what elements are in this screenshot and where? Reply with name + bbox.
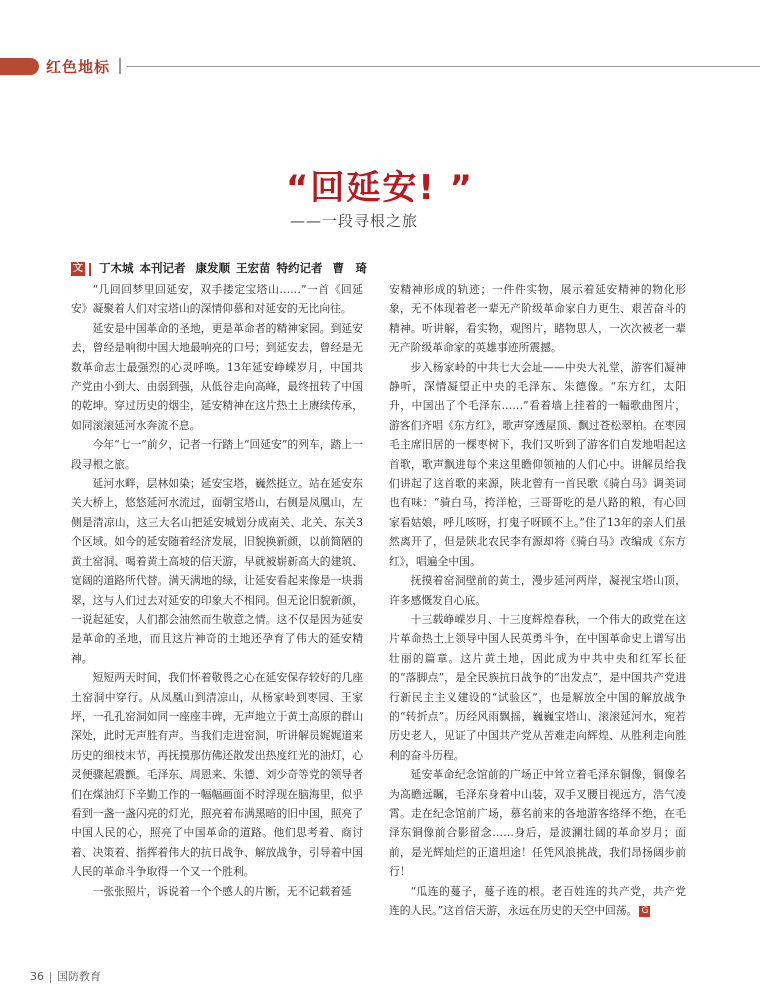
section-separator <box>119 58 121 74</box>
body-paragraph <box>389 358 686 571</box>
left-column <box>71 280 363 901</box>
body-paragraph: 延河水畔，层林如染；延安宝塔，巍然挺立。站在延安东关大桥上，悠悠延河水流过，面朝宝塔山，右侧是凤凰山，左侧是清凉山，这三大名山把延安城划分成南关、北关、东关3个区域。如今的延安随着经济发展，旧貌换新颜，以前简陋的黄土窑洞、喝着黄土高坡的信天游，早就被崭新高大的建筑、宽阔的道路所代替。满天满地的绿，让延安看起来像是一块翡翠，这与人们过去对延安的印象大不相同。但无论旧貌新颜，一说起延安，人们都会油然而生敬意之情。这不仅是因为延安是革命的圣地，而且这片神奇的土地还孕育了伟大的延安精神。 <box>71 477 363 665</box>
footer-separator <box>50 972 51 983</box>
article-subtitle: ——一段寻根之旅 <box>290 212 419 230</box>
body-paragraph <box>389 882 686 921</box>
page-number: 36 <box>30 970 44 983</box>
byline-divider <box>89 263 91 276</box>
byline <box>71 260 373 276</box>
page-footer <box>30 968 101 984</box>
author-mark-icon: 文 <box>73 263 83 274</box>
byline-role: 本刊记者 <box>139 261 186 275</box>
body-paragraph: 一张张照片，诉说着一个个感人的片断，无不记载着延 <box>92 884 352 898</box>
body-paragraph: 今年“七一”前夕，记者一行踏上“回延安”的列车，踏上一段寻根之旅。 <box>71 438 363 471</box>
article-title: “回延安! ” <box>285 168 475 208</box>
byline-name: 丁木城 <box>99 261 134 275</box>
header-rule <box>127 66 760 67</box>
body-paragraph <box>389 610 686 765</box>
body-paragraph <box>389 765 686 881</box>
paragraph-text: 延安革命纪念馆前的广场正中耸立着毛泽东铜像，铜像名为高瞻远瞩，毛泽东身着中山装，双手叉腰目视远方，浩气凌霄。走在纪念馆前广场，慕名前来的各地游客络绎不绝，在毛泽东铜像前合影留念……身后，是波澜壮阔的革命岁月；面前，是光辉灿烂的正道坦途！任凭风浪挑战，我们昂扬阔步前行！ <box>389 768 686 879</box>
paragraph-text: 十三载峥嵘岁月、十三度辉煌春秋，一个伟大的政党在这片革命热土上领导中国人民英勇斗争，在中国革命史上谱写出壮丽的篇章。这片黄土地，因此成为中共中央和红军长征的“落脚点”，是全民族抗日战争的“出发点”，是中国共产党进行新民主主义建设的“试验区”，也是解放全中国的解放战争的“转折点”。历经风雨飘摇，巍巍宝塔山、滚滚延河水，宛若历史老人，见证了中国共产党从苦难走向辉煌、从胜利走向胜利的奋斗历程。 <box>389 612 686 762</box>
paragraph-text: 步入杨家岭的中共七大会址——中央大礼堂，游客们凝神静听，深情凝望正中央的毛泽东、朱德像。“东方红，太阳升，中国出了个毛泽东……”看着墙上挂着的一幅歌曲图片，游客们齐唱《东方红》，歌声穿透屋顶、飘过苍松翠柏。在枣园毛主席旧居的一棵枣树下，我们又听到了游客们自发地唱起这首歌，歌声飘进每个来这里瞻仰领袖的人们心中。讲解员给我们讲起了这首歌的来源，陕北曾有一首民歌《骑白马》调美词也有味：“骑白马，挎洋枪，三哥哥吃的是八路的粮，有心回家看姑娘，呼儿咳呀，打鬼子呀顾不上。”住了13年的亲人们虽然离开了，但是陕北农民李有源却将《骑白马》改编成《东方红》，唱遍全中国。 <box>389 360 686 568</box>
byline-name: 康发顺 <box>195 261 230 275</box>
right-column <box>389 280 686 920</box>
section-header-bar <box>0 58 39 75</box>
section-title: 红色地标 <box>46 58 111 76</box>
body-paragraph: “几回回梦里回延安，双手搂定宝塔山……”一首《回延安》凝聚着人们对宝塔山的深情仰慕和对延安的无比向往。 <box>71 283 363 316</box>
end-mark-icon: G <box>639 906 650 917</box>
body-paragraph <box>389 280 686 358</box>
body-paragraph: 延安是中国革命的圣地，更是革命者的精神家园。到延安去，曾经是响彻中国大地最响亮的口号；到延安去，曾经是无数革命志士最强烈的心灵呼唤。13年延安峥嵘岁月，中国共产党由小到大、由弱到强，从低谷走向高峰，最终扭转了中国的乾坤。穿过历史的烟尘，延安精神在这片热土上赓续传承，如同滚滚延河水奔流不息。 <box>71 321 363 432</box>
byline-name: 曹 琦 <box>332 261 367 275</box>
magazine-name: 国防教育 <box>57 970 101 983</box>
paragraph-text: 抚摸着窑洞壁前的黄土，漫步延河两岸，凝视宝塔山顶，许多感慨发自心底。 <box>389 574 686 607</box>
body-paragraph: 短短两天时间，我们怀着敬畏之心在延安保存较好的几座土窑洞中穿行。从凤凰山到清凉山，从杨家岭到枣园、王家坪，一孔孔窑洞如同一座座丰碑，无声地立于黄土高原的群山深处，此时无声胜有声。当我们走进窑洞，听讲解员娓娓道来历史的细枝末节，再抚摸那仿佛还散发出热度红光的油灯，心灵便骤起震颤。毛泽东、周恩来、朱德、刘少奇等党的领导者们在煤油灯下辛勤工作的一幅幅画面不时浮现在脑海里，似乎看到一盏一盏闪亮的灯光，照亮着布满黑暗的旧中国，照亮了中国人民的心，照亮了中国革命的道路。他们思考着、商讨着、决策着、指挥着伟大的抗日战争、解放战争，引导着中国人民的革命斗争取得一个又一个胜利。 <box>71 671 363 879</box>
byline-authors <box>99 261 373 275</box>
byline-name: 王宏苗 <box>236 261 271 275</box>
body-paragraph <box>389 571 686 610</box>
paragraph-text: 安精神形成的轨迹；一件件实物，展示着延安精神的物化形象，无不体现着老一辈无产阶级革命家自力更生、艰苦奋斗的精神。听讲解，看实物，观图片，睹物思人，一次次被老一辈无产阶级革命家的英雄事迹所震撼。 <box>389 283 686 355</box>
byline-role: 特约记者 <box>276 261 323 275</box>
paragraph-text: “瓜连的蔓子，蔓子连的根。老百姓连的共产党，共产党连的人民。”这首信天游，永远在历史的天空中回荡。 <box>389 884 686 917</box>
